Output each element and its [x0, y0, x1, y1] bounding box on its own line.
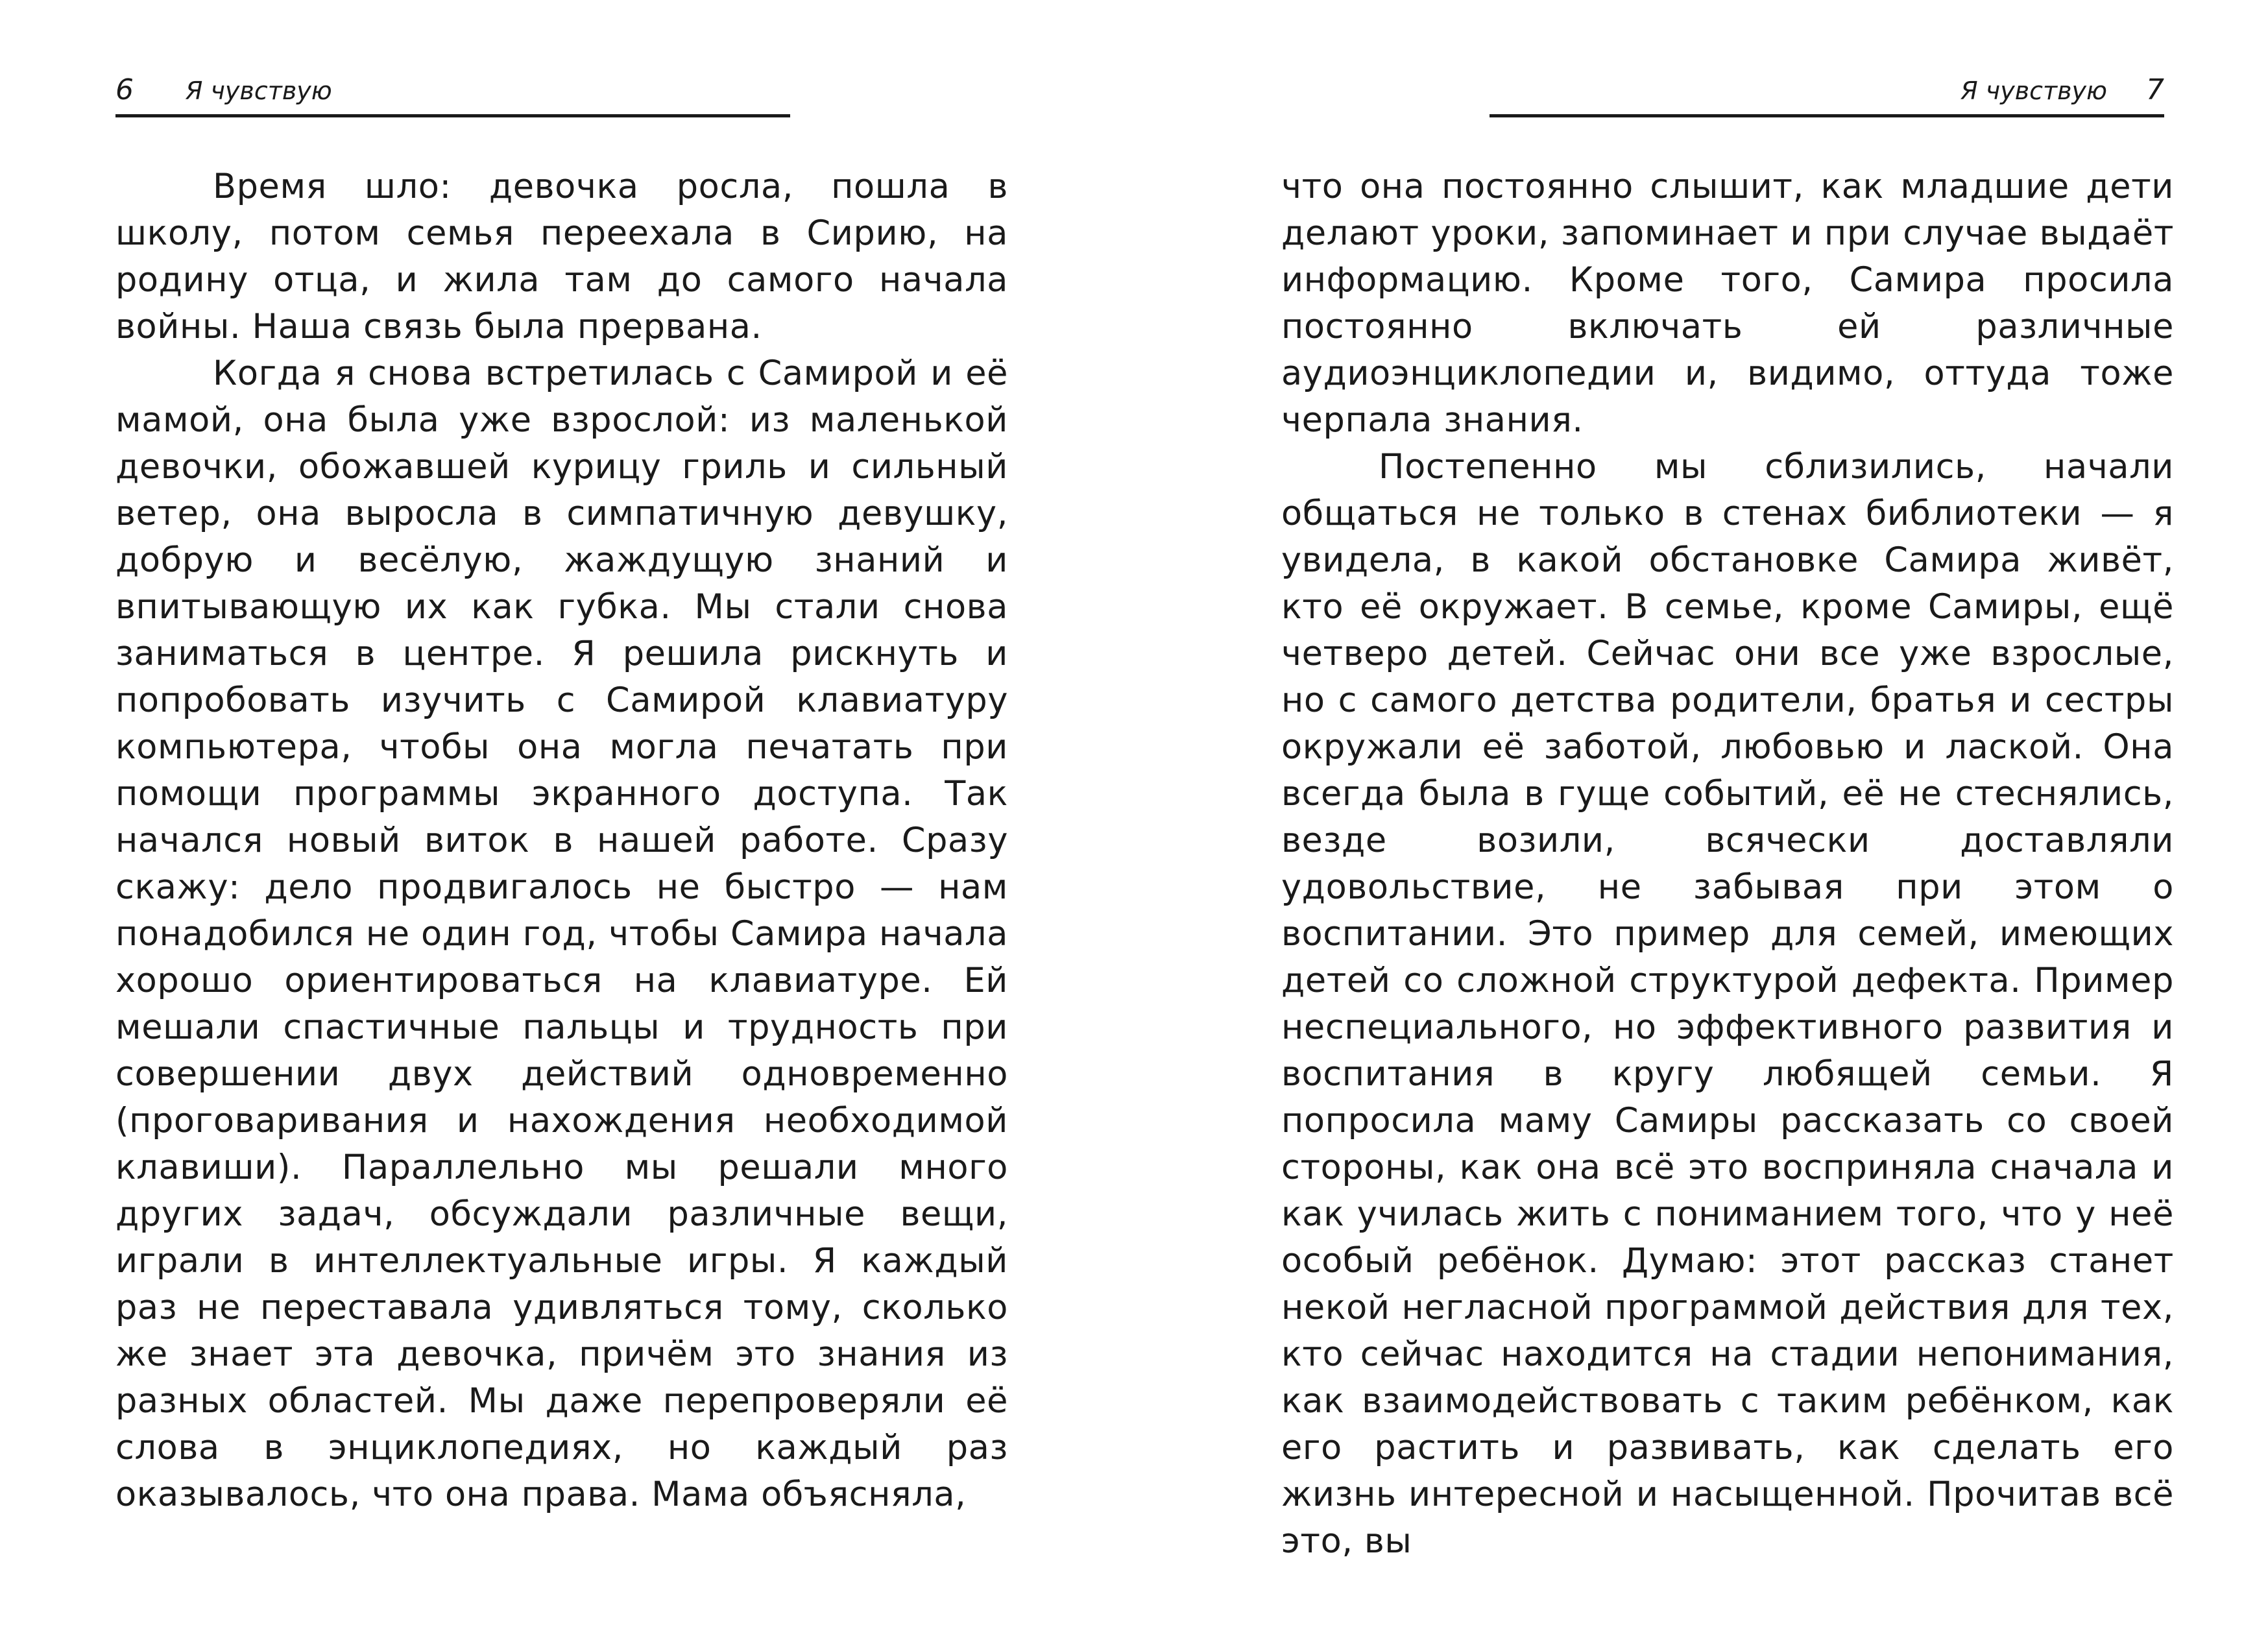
right-body-text: [1281, 163, 2174, 1565]
left-paragraph-1: Время шло: девочка росла, пошла в школу, потом семья переехала в Сирию, на родину отца, и жила там до самого начала войны. Наша связь была прервана.: [115, 167, 1008, 346]
right-page-number: 7: [2146, 73, 2164, 106]
right-header-rule: [1490, 114, 2164, 117]
left-paragraph-2: Когда я снова встретилась с Самирой и её мамой, она была уже взрослой: из маленькой девочки, обожавшей курицу гриль и сильный ветер, она выросла в симпатичную девушку, добрую и весёлую, жаждущую знаний и впитывающую их как губка. Мы стали снова заниматься в центре. Я решила рискнуть и попробовать изучить с Самирой клавиатуру компьютера, чтобы она могла печатать при помощи программы экранного доступа. Так начался новый виток в нашей работе. Сразу скажу: дело продвигалось не быстро — нам понадобился не один год, чтобы Самира начала хорошо ориентироваться на клавиатуре. Ей мешали спастичные пальцы и трудность при совершении двух действий одновременно (проговаривания и нахождения необходимой клавиши). Параллельно мы решали много других задач, обсуждали различные вещи, играли в интеллектуальные игры. Я каждый раз не переставала удивляться тому, сколько же знает эта девочка, причём это знания из разных областей. Мы даже перепроверяли её слова в энциклопедиях, но каждый раз оказывалось, что она права. Мама объясняла,: [115, 354, 1008, 1514]
right-paragraph-1: что она постоянно слышит, как младшие дети делают уроки, запоминает и при случае выдаёт информацию. Кроме того, Самира просила постоянно включать ей различные аудиоэнциклопедии и, видимо, оттуда тоже черпала знания.: [1281, 167, 2174, 440]
right-page: [1134, 0, 2268, 1640]
left-running-title: Я чувствую: [186, 77, 332, 105]
right-running-title: Я чувствую: [1960, 77, 2107, 105]
left-header-rule: [115, 114, 790, 117]
left-page-number: 6: [115, 73, 134, 106]
right-paragraph-2: Постепенно мы сблизились, начали общаться не только в стенах библиотеки — я увидела, в какой обстановке Самира живёт, кто её окружает. В семье, кроме Самиры, ещё четверо детей. Сейчас они все уже взрослые, но с самого детства родители, братья и сестры окружали её заботой, любовью и лаской. Она всегда была в гуще событий, её не стеснялись, везде возили, всячески доставляли удовольствие, не забывая при этом о воспитании. Это пример для семей, имеющих детей со сложной структурой дефекта. Пример неспециального, но эффективного развития и воспитания в кругу любящей семьи. Я попросила маму Самиры рассказать со своей стороны, как она всё это восприняла сначала и как училась жить с пониманием того, что у неё особый ребёнок. Думаю: этот рассказ станет некой негласной программой действия для тех, кто сейчас находится на стадии непонимания, как взаимодействовать с таким ребёнком, как его растить и развивать, как сделать его жизнь интересной и насыщенной. Прочитав всё это, вы: [1281, 447, 2174, 1561]
left-running-head: [115, 67, 790, 113]
right-running-head: [1490, 67, 2164, 113]
left-body-text: [115, 163, 1008, 1518]
